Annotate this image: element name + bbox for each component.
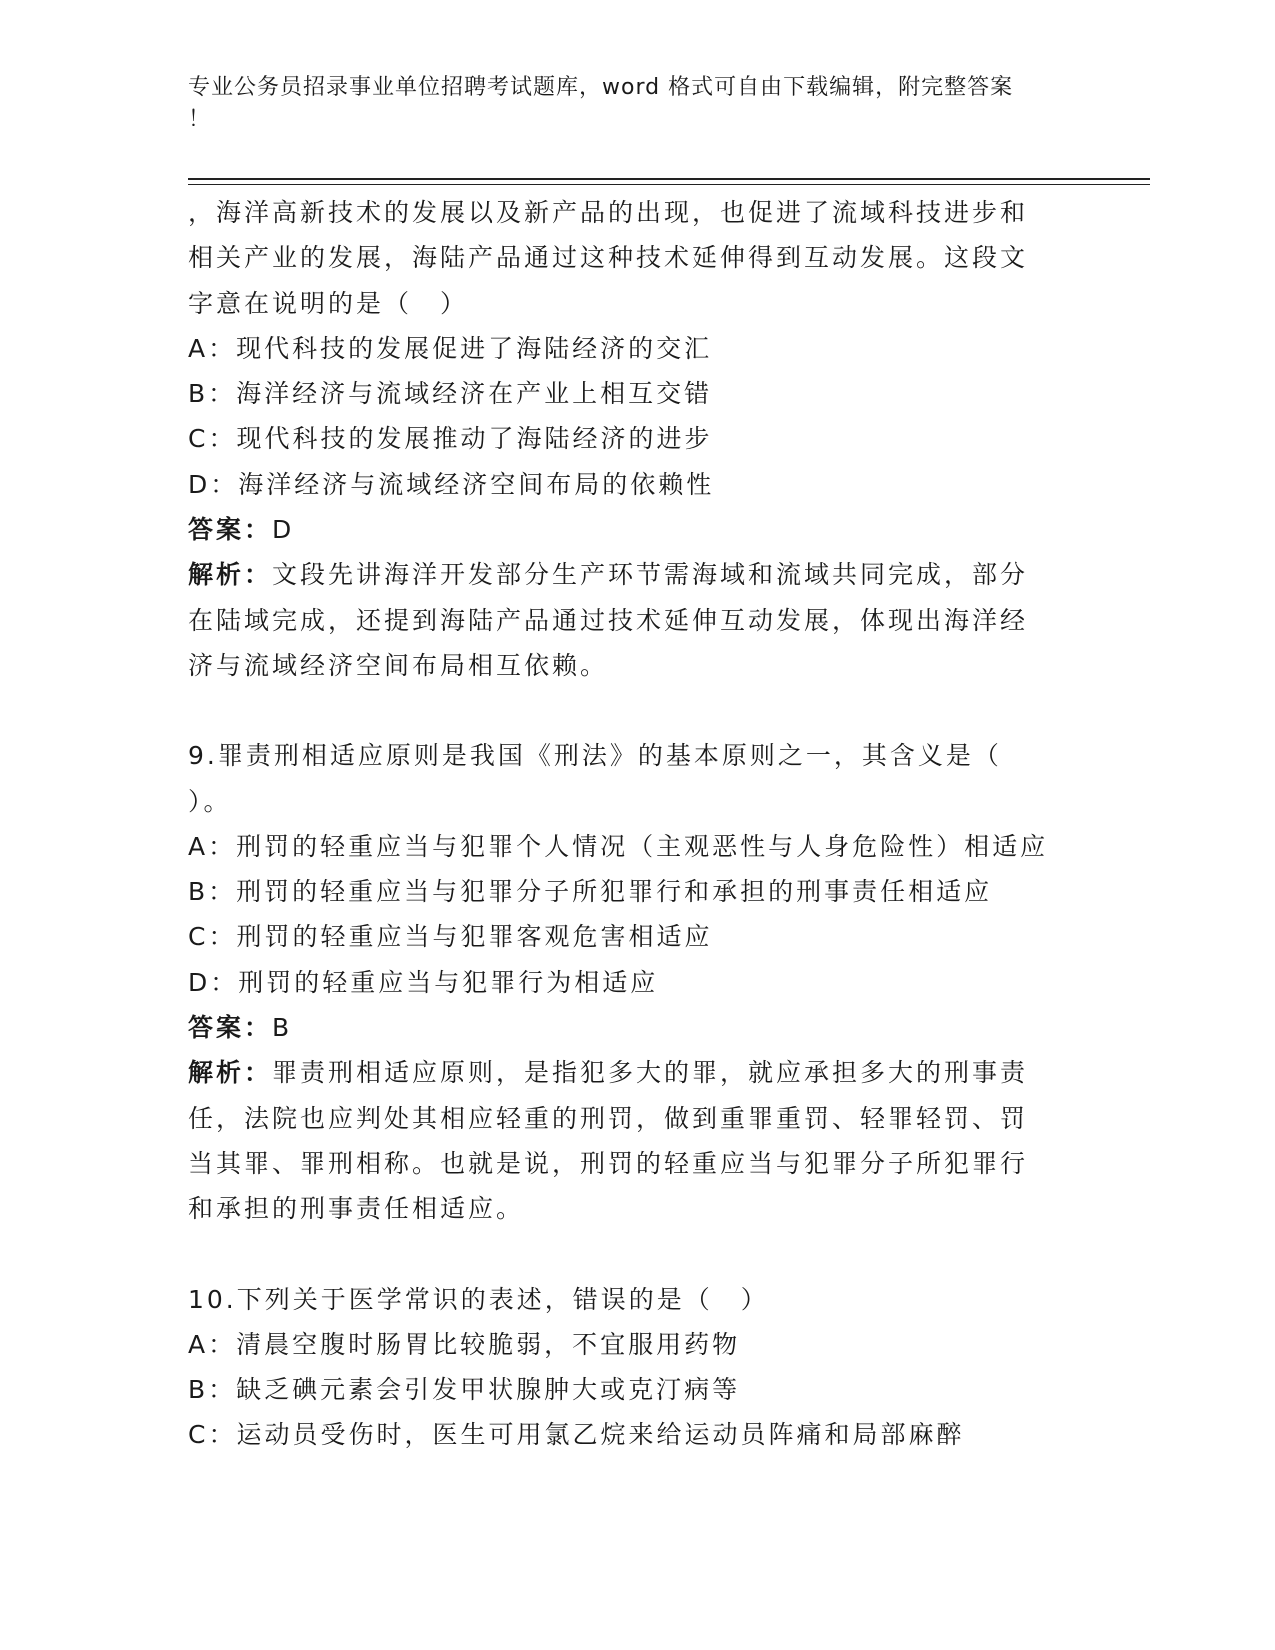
answer-label: 答案： — [188, 1013, 273, 1043]
page-header — [188, 72, 1068, 136]
analysis-line: 在陆域完成，还提到海陆产品通过技术延伸互动发展，体现出海洋经 — [188, 605, 1029, 635]
header-line-2: ！ — [188, 107, 212, 132]
analysis-label: 解析： — [188, 560, 273, 590]
analysis-line: 任，法院也应判处其相应轻重的刑罚，做到重罪重罚、轻罪轻罚、罚 — [188, 1103, 1029, 1133]
question-10 — [188, 1277, 1088, 1458]
analysis-line — [188, 552, 1088, 597]
header-rule-thin — [188, 184, 1150, 185]
analysis-line: 和承担的刑事责任相适应。 — [188, 1194, 525, 1224]
option-d: D：海洋经济与流域经济空间布局的依赖性 — [188, 469, 715, 499]
option-b: B：海洋经济与流域经济在产业上相互交错 — [188, 379, 713, 409]
header-line-1: 专业公务员招录事业单位招聘考试题库，word 格式可自由下载编辑，附完整答案 — [188, 75, 1014, 100]
header-rule-thick — [188, 178, 1150, 180]
analysis-label: 解析： — [188, 1058, 273, 1088]
option-b: B：刑罚的轻重应当与犯罪分子所犯罪行和承担的刑事责任相适应 — [188, 877, 993, 907]
analysis-text: 罪责刑相适应原则，是指犯多大的罪，就应承担多大的刑事责 — [272, 1058, 1029, 1088]
option-a: A：现代科技的发展促进了海陆经济的交汇 — [188, 333, 713, 363]
option-c: C：刑罚的轻重应当与犯罪客观危害相适应 — [188, 922, 713, 952]
answer-value: D — [272, 515, 295, 545]
question-stem-line: ，海洋高新技术的发展以及新产品的出现，也促进了流域科技进步和 — [188, 198, 1029, 227]
document-body — [188, 190, 1088, 1458]
analysis-line — [188, 1050, 1088, 1095]
answer-line — [188, 1005, 1088, 1050]
question-stem-line: ）。 — [188, 786, 232, 816]
analysis-line: 济与流域经济空间布局相互依赖。 — [188, 650, 609, 680]
option-a: A：刑罚的轻重应当与犯罪个人情况（主观恶性与人身危险性）相适应 — [188, 831, 1049, 861]
answer-line — [188, 507, 1088, 552]
question-stem-line: 相关产业的发展，海陆产品通过这种技术延伸得到互动发展。这段文 — [188, 243, 1029, 273]
question-stem-line: 字意在说明的是（ ） — [188, 288, 469, 318]
option-c: C：现代科技的发展推动了海陆经济的进步 — [188, 424, 713, 454]
question-8 — [188, 190, 1088, 688]
option-a: A：清晨空腹时肠胃比较脆弱，不宜服用药物 — [188, 1329, 741, 1359]
answer-value: B — [272, 1013, 293, 1043]
question-stem-line: 10.下列关于医学常识的表述，错误的是（ ） — [188, 1284, 769, 1314]
option-c: C：运动员受伤时，医生可用氯乙烷来给运动员阵痛和局部麻醉 — [188, 1420, 965, 1450]
analysis-line: 当其罪、罪刑相称。也就是说，刑罚的轻重应当与犯罪分子所犯罪行 — [188, 1148, 1029, 1178]
option-b: B：缺乏碘元素会引发甲状腺肿大或克汀病等 — [188, 1375, 741, 1405]
question-stem-line: 9.罪责刑相适应原则是我国《刑法》的基本原则之一，其含义是（ — [188, 741, 1002, 771]
answer-label: 答案： — [188, 515, 273, 545]
question-9 — [188, 733, 1088, 1231]
option-d: D：刑罚的轻重应当与犯罪行为相适应 — [188, 967, 659, 997]
analysis-text: 文段先讲海洋开发部分生产环节需海域和流域共同完成，部分 — [272, 560, 1029, 590]
